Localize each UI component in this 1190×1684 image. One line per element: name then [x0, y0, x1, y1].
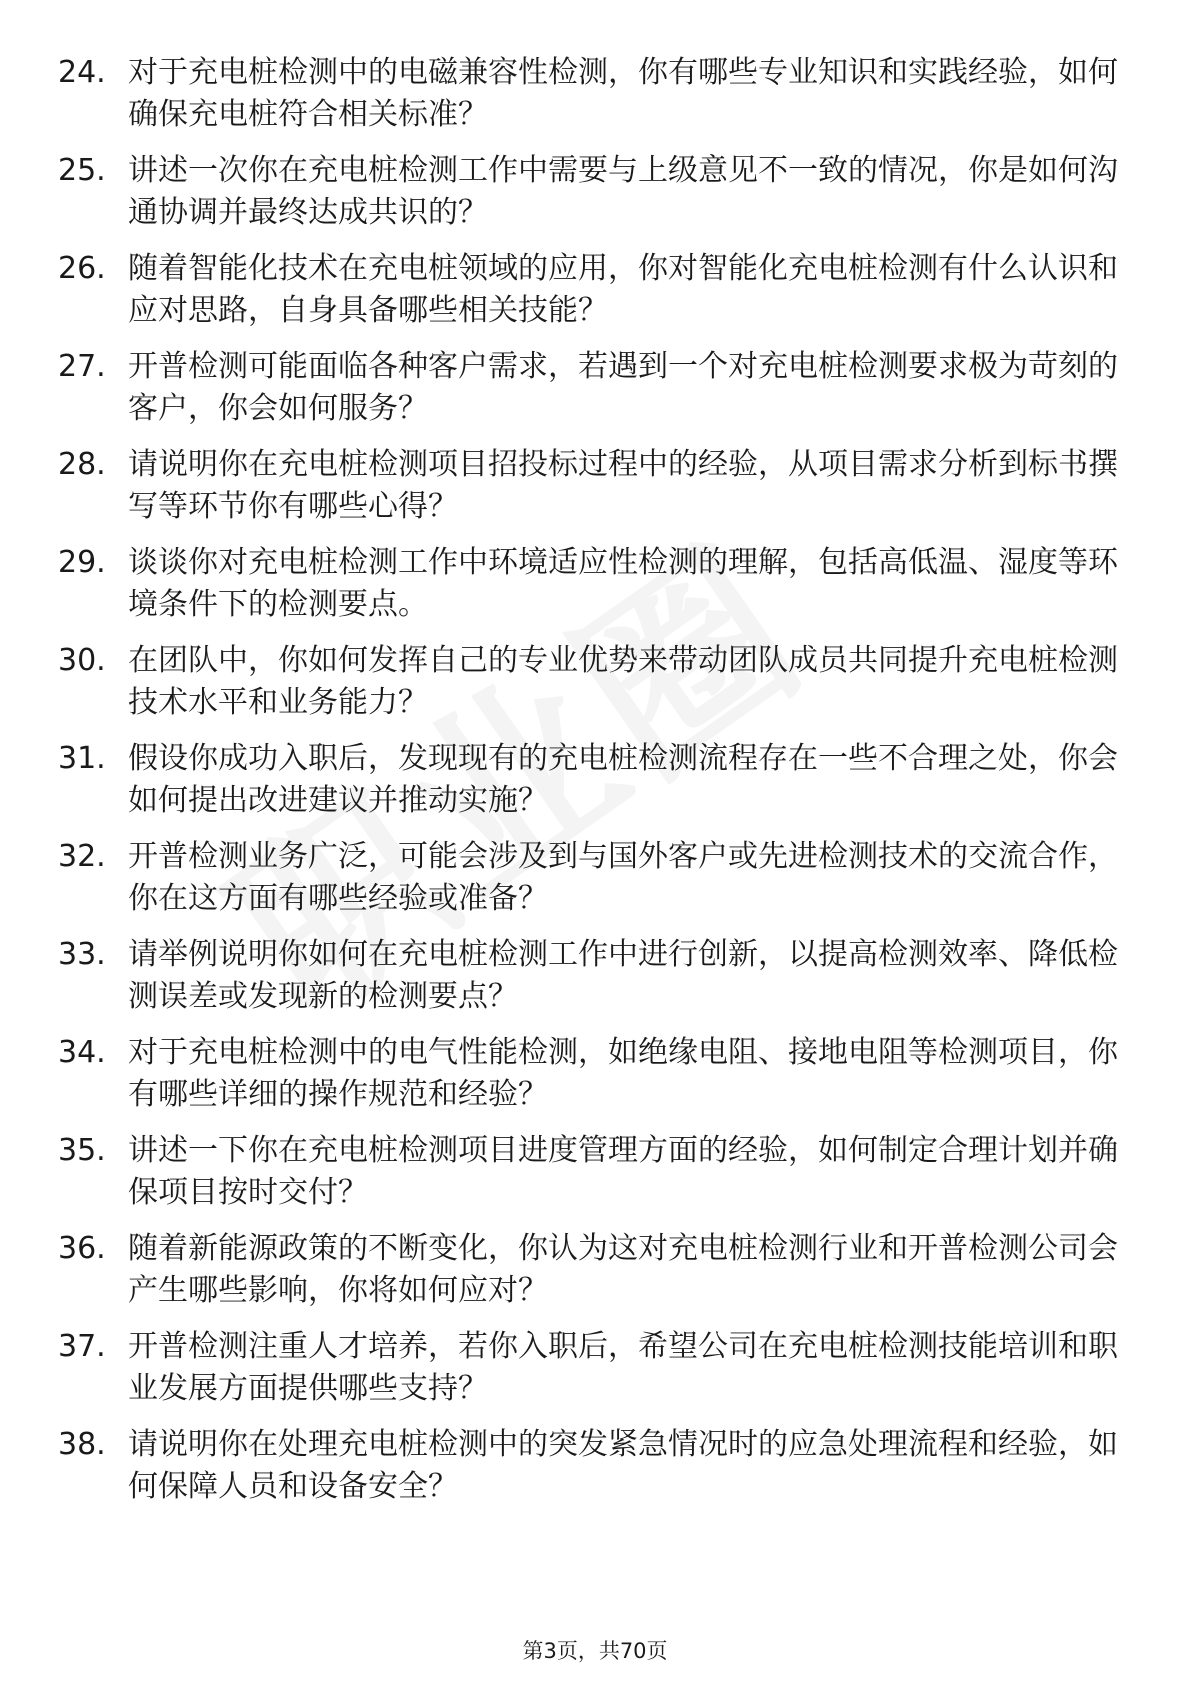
question-text: 随着新能源政策的不断变化，你认为这对充电桩检测行业和开普检测公司会产生哪些影响，你将如何应对？ — [128, 1231, 1118, 1308]
question-number: 35. — [58, 1133, 106, 1168]
question-item — [58, 346, 1118, 444]
question-list — [58, 52, 1118, 1522]
question-number: 31. — [58, 741, 106, 776]
question-item — [58, 1130, 1118, 1228]
question-number: 28. — [58, 447, 106, 482]
question-number: 36. — [58, 1231, 106, 1266]
question-text: 假设你成功入职后，发现现有的充电桩检测流程存在一些不合理之处，你会如何提出改进建议并推动实施？ — [128, 741, 1118, 818]
question-number: 38. — [58, 1427, 106, 1462]
question-text: 讲述一次你在充电桩检测工作中需要与上级意见不一致的情况，你是如何沟通协调并最终达成共识的？ — [128, 153, 1118, 230]
question-text: 谈谈你对充电桩检测工作中环境适应性检测的理解，包括高低温、湿度等环境条件下的检测要点。 — [128, 545, 1118, 622]
question-number: 24. — [58, 55, 106, 90]
question-number: 37. — [58, 1329, 106, 1364]
question-item — [58, 542, 1118, 640]
question-text: 在团队中，你如何发挥自己的专业优势来带动团队成员共同提升充电桩检测技术水平和业务能力？ — [128, 643, 1118, 720]
question-number: 29. — [58, 545, 106, 580]
question-item — [58, 52, 1118, 150]
question-item — [58, 1424, 1118, 1522]
question-text: 随着智能化技术在充电桩领域的应用，你对智能化充电桩检测有什么认识和应对思路，自身具备哪些相关技能？ — [128, 251, 1118, 328]
question-item — [58, 150, 1118, 248]
question-text: 对于充电桩检测中的电气性能检测，如绝缘电阻、接地电阻等检测项目，你有哪些详细的操作规范和经验？ — [128, 1035, 1118, 1112]
question-item — [58, 1032, 1118, 1130]
question-text: 开普检测业务广泛，可能会涉及到与国外客户或先进检测技术的交流合作，你在这方面有哪些经验或准备？ — [128, 839, 1118, 916]
question-number: 32. — [58, 839, 106, 874]
question-number: 26. — [58, 251, 106, 286]
question-item — [58, 934, 1118, 1032]
question-text: 对于充电桩检测中的电磁兼容性检测，你有哪些专业知识和实践经验，如何确保充电桩符合相关标准？ — [128, 55, 1118, 132]
question-number: 34. — [58, 1035, 106, 1070]
question-item — [58, 248, 1118, 346]
question-number: 27. — [58, 349, 106, 384]
question-text: 开普检测注重人才培养，若你入职后，希望公司在充电桩检测技能培训和职业发展方面提供哪些支持？ — [128, 1329, 1118, 1406]
question-item — [58, 1228, 1118, 1326]
question-item — [58, 444, 1118, 542]
question-text: 请说明你在充电桩检测项目招投标过程中的经验，从项目需求分析到标书撰写等环节你有哪些心得？ — [128, 447, 1118, 524]
question-item — [58, 1326, 1118, 1424]
page-number-footer: 第3页，共70页 — [522, 1639, 668, 1663]
question-item — [58, 836, 1118, 934]
question-number: 30. — [58, 643, 106, 678]
question-number: 33. — [58, 937, 106, 972]
question-text: 请举例说明你如何在充电桩检测工作中进行创新，以提高检测效率、降低检测误差或发现新的检测要点？ — [128, 937, 1118, 1014]
question-text: 开普检测可能面临各种客户需求，若遇到一个对充电桩检测要求极为苛刻的客户，你会如何服务？ — [128, 349, 1118, 426]
question-text: 讲述一下你在充电桩检测项目进度管理方面的经验，如何制定合理计划并确保项目按时交付？ — [128, 1133, 1118, 1210]
question-item — [58, 738, 1118, 836]
question-item — [58, 640, 1118, 738]
question-number: 25. — [58, 153, 106, 188]
question-text: 请说明你在处理充电桩检测中的突发紧急情况时的应急处理流程和经验，如何保障人员和设备安全？ — [128, 1427, 1118, 1504]
